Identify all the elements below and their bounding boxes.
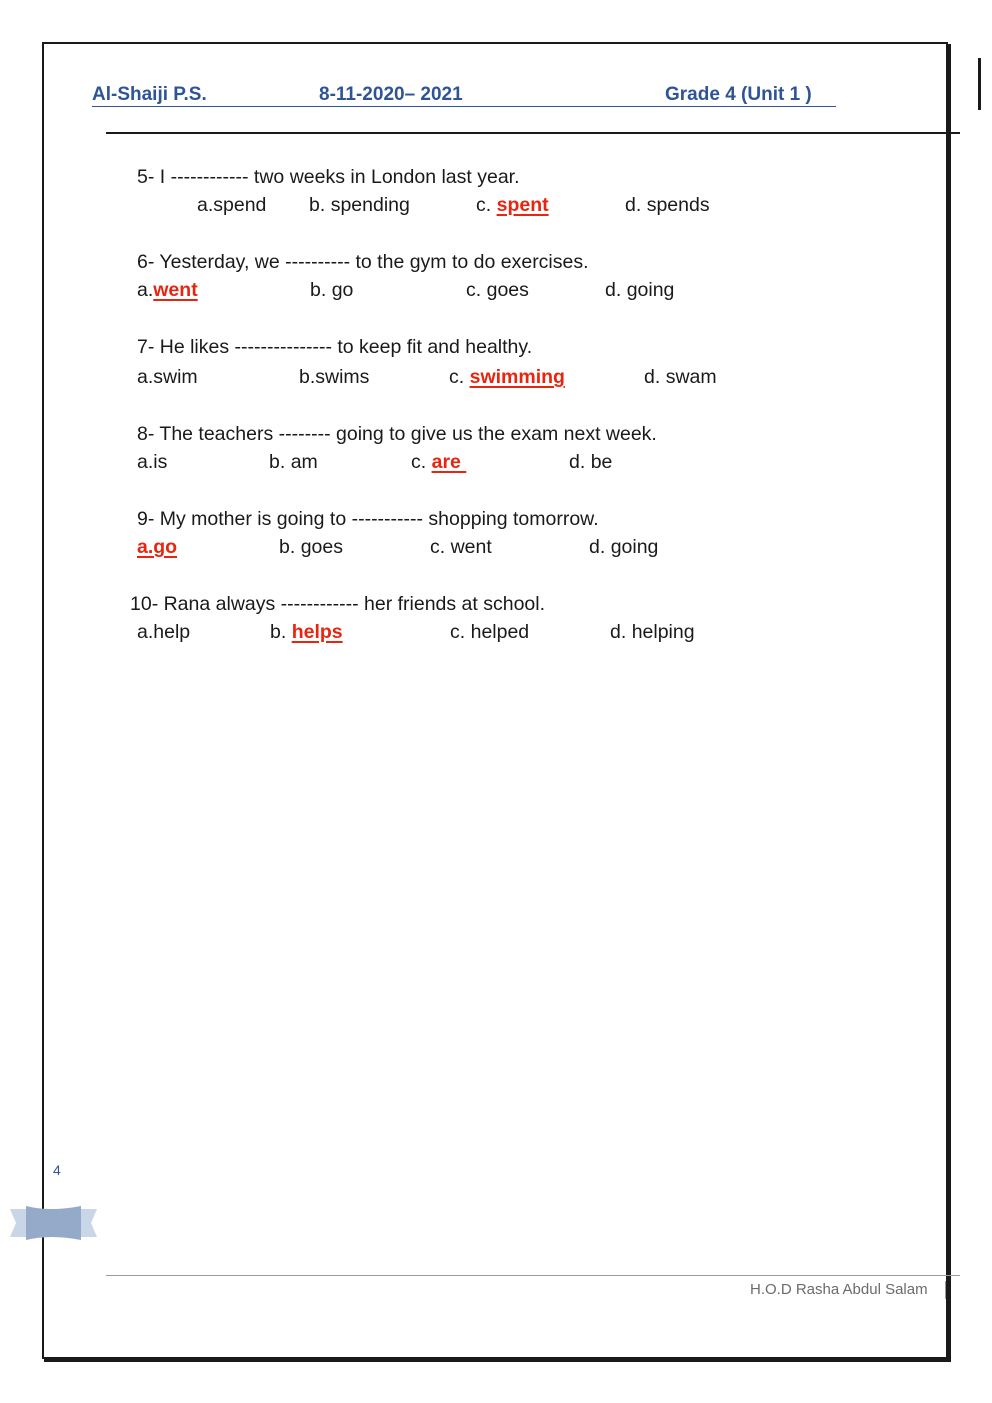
correct-answer: are (431, 451, 467, 473)
grade-unit: Grade 4 (Unit 1 ) (665, 84, 812, 105)
correct-answer: swimming (469, 366, 565, 388)
option-6c: c. goes (466, 279, 529, 301)
option-10d: d. helping (610, 621, 695, 643)
option-10a: a.help (137, 621, 191, 643)
question-8: 8- The teachers -------- going to give us the exam next week. (137, 423, 657, 445)
correct-answer: helps (291, 621, 343, 643)
page-number: 4 (53, 1162, 61, 1178)
option-5a: a.spend (197, 194, 267, 216)
ribbon-decoration (10, 1206, 97, 1240)
option-9b: b. goes (279, 536, 343, 558)
frame-shadow-bottom (44, 1359, 951, 1362)
option-8d: d. be (569, 451, 613, 473)
header-underline (92, 106, 836, 107)
correct-answer: went (153, 279, 198, 301)
option-7c: c. swimming (449, 366, 565, 388)
option-6d: d. going (605, 279, 675, 301)
header-rule (106, 132, 960, 134)
option-8c: c. are (411, 451, 467, 473)
option-7b: b.swims (299, 366, 370, 388)
footer-divider (945, 1281, 946, 1299)
option-5d: d. spends (625, 194, 710, 216)
frame-shadow-right (948, 44, 951, 1362)
footer-rule (106, 1275, 960, 1276)
question-10: 10- Rana always ------------ her friends at school. (130, 593, 546, 615)
option-7d: d. swam (644, 366, 717, 388)
option-9c: c. went (430, 536, 492, 558)
option-9a (137, 536, 177, 559)
option-5c: c. spent (476, 194, 549, 216)
option-9d: d. going (589, 536, 659, 558)
question-9: 9- My mother is going to ----------- shopping tomorrow. (137, 508, 599, 530)
question-5: 5- I ------------ two weeks in London last year. (137, 166, 520, 188)
page-frame (42, 42, 948, 1359)
option-7a: a.swim (137, 366, 198, 388)
option-8b: b. am (269, 451, 318, 473)
option-10b: b. helps (270, 621, 343, 643)
option-10c: c. helped (450, 621, 530, 643)
date-range: 8-11-2020– 2021 (319, 84, 463, 105)
correct-answer: spent (496, 194, 549, 216)
question-6: 6- Yesterday, we ---------- to the gym to do exercises. (137, 251, 589, 273)
question-7: 7- He likes --------------- to keep fit and healthy. (137, 336, 533, 358)
option-6a: a.went (137, 279, 198, 301)
option-8a: a.is (137, 451, 168, 473)
option-6b: b. go (310, 279, 354, 301)
option-5b: b. spending (309, 194, 410, 216)
footer-text: H.O.D Rasha Abdul Salam (750, 1281, 928, 1298)
correct-answer: a.go (137, 536, 178, 558)
margin-mark (978, 58, 981, 110)
school-name: Al-Shaiji P.S. (92, 84, 207, 105)
